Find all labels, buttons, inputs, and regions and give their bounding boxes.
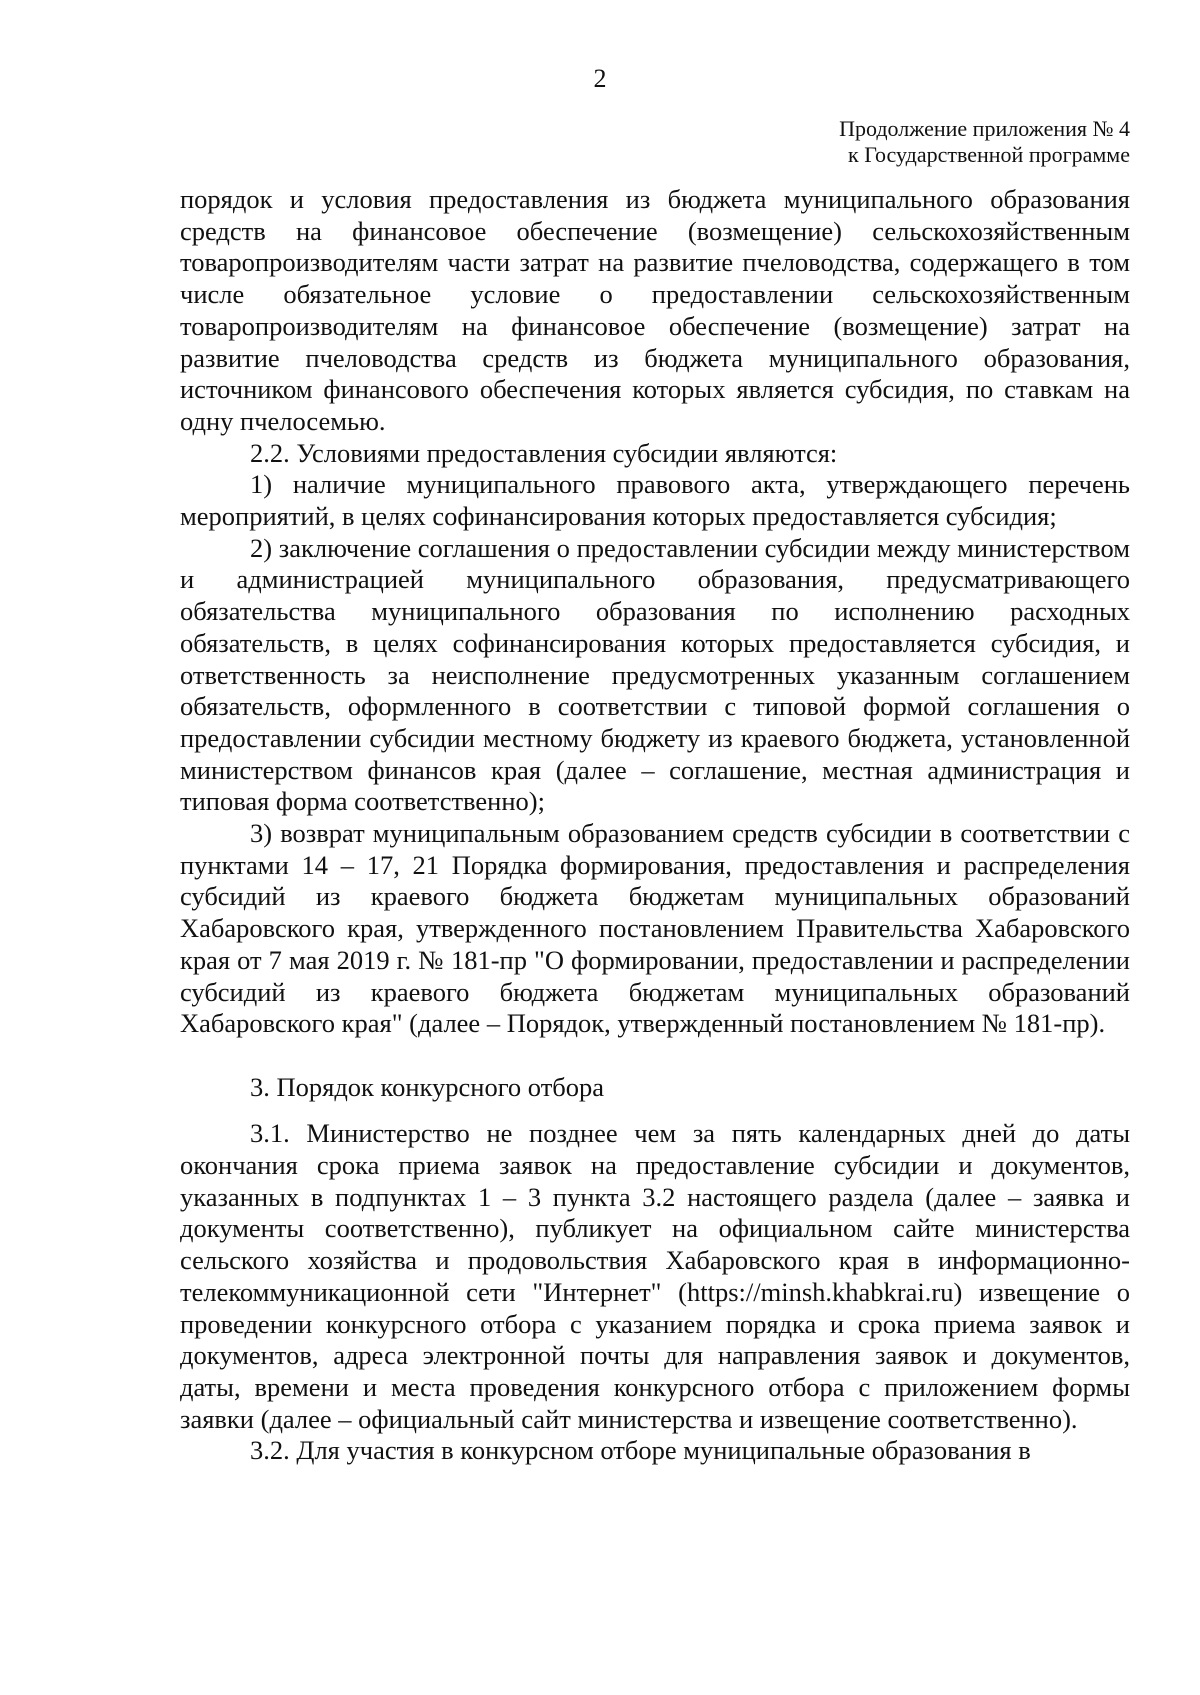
paragraph-item-1: 1) наличие муниципального правового акта, утверждающего перечень мероприятий, в целях софинансирования которых предоставляется субсидия; [180,469,1130,532]
appendix-header-line-1: Продолжение приложения № 4 [839,116,1130,141]
appendix-header-note [839,116,1130,168]
paragraph-intro: порядок и условия предоставления из бюджета муниципального образования средств на финансовое обеспечение (возмещение) сельскохозяйственным товаропроизводителям части затрат на развитие пчеловодства, содержащего в том числе обязательное условие о предоставлении сельскохозяйственным товаропроизводителям на финансовое обеспечение (возмещение) затрат на развитие пчеловодства средств из бюджета муниципального образования, источником финансового обеспечения которых является субсидия, по ставкам на одну пчелосемью. [180,184,1130,436]
paragraph-3-1: 3.1. Министерство не позднее чем за пять календарных дней до даты окончания срока приема заявок на предоставление субсидии и документов, указанных в подпунктах 1 – 3 пункта 3.2 настоящего раздела (далее – заявка и документы соответственно), публикует на официальном сайте министерства сельского хозяйства и продовольствия Хабаровского края в информационно-телекоммуникационной сети "Интернет" (https://minsh.khabkrai.ru) извещение о проведении конкурсного отбора с указанием порядка и срока приема заявок и документов, адреса электронной почты для направления заявок и документов, даты, времени и места проведения конкурсного отбора с приложением формы заявки (далее – официальный сайт министерства и извещение соответственно). [180,1118,1130,1434]
page-number: 2 [593,64,607,93]
paragraph-item-3: 3) возврат муниципальным образованием средств субсидии в соответствии с пунктами 14 – 17, 21 Порядка формирования, предоставления и распределения субсидий из краевого бюджета бюджетам муниципальных образований Хабаровского края, утвержденного постановлением Правительства Хабаровского края от 7 мая 2019 г. № 181-пр "О формировании, предоставлении и распределении субсидий из краевого бюджета бюджетам муниципальных образований Хабаровского края" (далее – Порядок, утвержденный постановлением № 181-пр). [180,818,1130,1039]
appendix-header-line-2: к Государственной программе [848,142,1130,167]
paragraph-item-2: 2) заключение соглашения о предоставлении субсидии между министерством и администрацией муниципального образования, предусматривающего обязательства муниципального образования по исполнению расходных обязательств, в целях софинансирования которых предоставляется субсидия, и ответственность за неисполнение предусмотренных указанным соглашением обязательств, оформленного в соответствии с типовой формой соглашения о предоставлении субсидии местному бюджету из краевого бюджета, установленной министерством финансов края (далее – соглашение, местная администрация и типовая форма соответственно); [180,532,1130,817]
paragraph-3-2: 3.2. Для участия в конкурсном отборе муниципальные образования в [250,1435,1031,1466]
document-body [180,184,1130,1467]
section-heading-3: 3. Порядок конкурсного отбора [250,1071,605,1102]
paragraph-2-2: 2.2. Условиями предоставления субсидии являются: [250,437,838,468]
